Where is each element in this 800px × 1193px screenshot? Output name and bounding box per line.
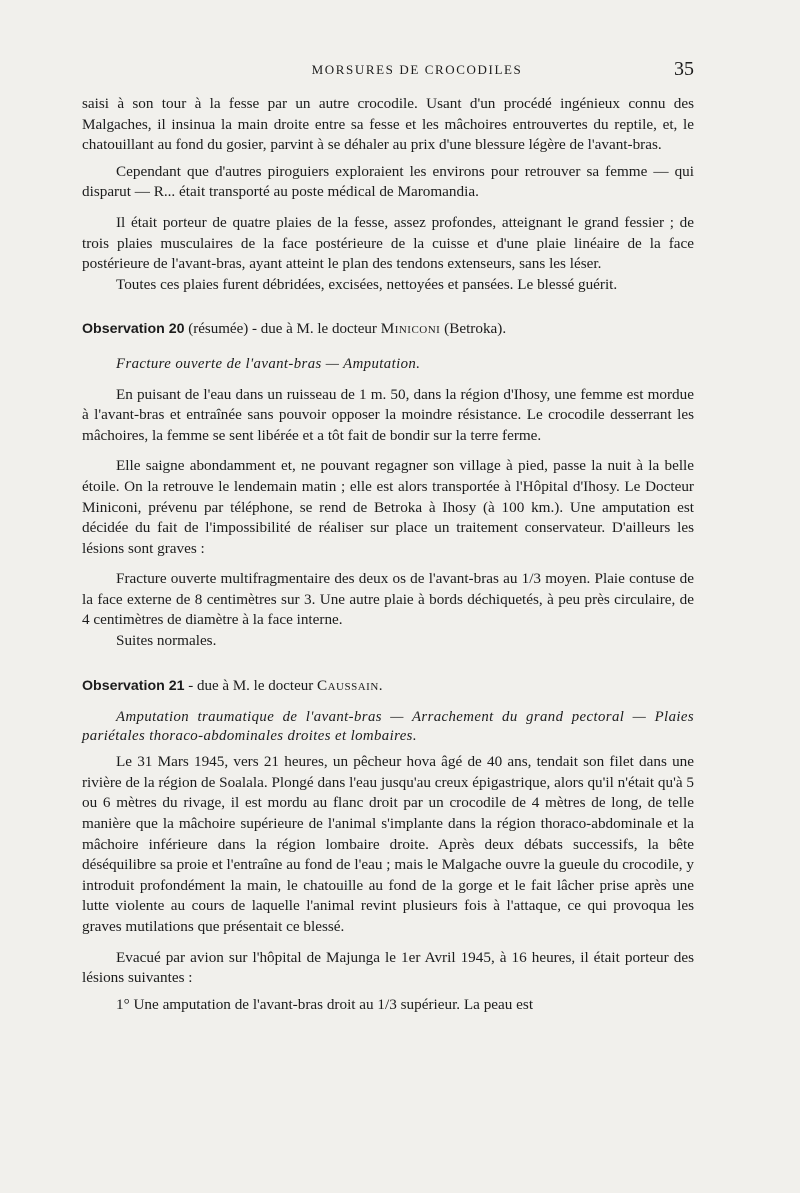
observation-description: (résumée) - due à M. le docteur [184, 321, 381, 338]
observation-heading [82, 676, 694, 697]
observation-label: Observation 21 [82, 677, 185, 694]
paragraph: Cependant que d'autres piroguiers exploraient les environs pour retrouver sa femme — qui disparut — R... était transporté au poste médical de Maromandia. [82, 162, 694, 201]
observation-location: (Betroka). [440, 320, 507, 338]
paragraph: Le 31 Mars 1945, vers 21 heures, un pêcheur hova âgé de 40 ans, tendait son filet dans une rivière de la région de Soalala. Plongé dans l'eau jusqu'au creux épigastrique, alors qu'il n'était qu'à 5 ou 6 mètres du rivage, il est mordu au flanc droit par un crocodile de 4 mètres de long, de telle manière que la mâchoire supérieure de l'animal s'implante dans la région thoraco-abdominale et la mâchoire inférieure dans la région lombaire droite. Après deux débats successifs, la bête déséquilibre sa proie et l'entraîne au fond de l'eau ; mais le Malgache ouvre la gueule du crocodile, y introduit profondément la main, le chatouille au fond de la gorge et le fait lâcher prise après une lutte violente au cours de laquelle l'animal revint plusieurs fois à l'attaque, ce qui provoqua les graves mutilations que présentait ce blessé. [82, 753, 694, 935]
observation-punctuation: . [378, 676, 383, 694]
observation-heading [82, 319, 694, 340]
page-header [80, 60, 694, 82]
paragraph: Toutes ces plaies furent débridées, excisées, nettoyées et pansées. Le blessé guérit. [116, 275, 618, 293]
observation-subtitle: Amputation traumatique de l'avant-bras — Arrachement du grand pectoral — Plaies pariétales thoraco-abdominales droites et lombaires. [82, 709, 694, 745]
page-number: 35 [674, 58, 694, 80]
paragraph: Elle saigne abondamment et, ne pouvant regagner son village à pied, passe la nuit à la belle étoile. On la retrouve le lendemain matin ; elle est alors transportée à l'Hôpital d'Ihosy. Le Docteur Miniconi, prévenu par téléphone, se rend de Betroka à Ihosy (à 100 km.). Une amputation est décidée du fait de l'impossibilité de réaliser sur place un traitement conservateur. D'ailleurs les lésions sont graves : [82, 457, 694, 557]
paragraph: Evacué par avion sur l'hôpital de Majunga le 1er Avril 1945, à 16 heures, il était porteur des lésions suivantes : [82, 948, 694, 987]
paragraph: 1° Une amputation de l'avant-bras droit au 1/3 supérieur. La peau est [116, 995, 534, 1013]
running-title: MORSURES DE CROCODILES [311, 62, 523, 77]
paragraph: saisi à son tour à la fesse par un autre crocodile. Usant d'un procédé ingénieux connu des Malgaches, il insinua la main droite entre sa fesse et les mâchoires entrouvertes du reptile, et, le chatouillant au fond du gosier, parvint à se déhaler au prix d'une blessure légère de l'avant-bras. [82, 95, 694, 154]
doctor-name: Miniconi [380, 320, 441, 338]
paragraph: Suites normales. [116, 632, 217, 650]
observation-label: Observation 20 [82, 321, 185, 338]
paragraph: Fracture ouverte multifragmentaire des deux os de l'avant-bras au 1/3 moyen. Plaie contuse de la face externe de 8 centimètres sur 3. Une autre plaie à bords déchiquetés, à peu près circulaire, de 4 centimètres de diamètre à la face interne. [82, 570, 694, 629]
observation-description: - due à M. le docteur [184, 677, 317, 694]
paragraph: En puisant de l'eau dans un ruisseau de 1 m. 50, dans la région d'Ihosy, une femme est mordue à l'avant-bras et entraînée sans pouvoir opposer la moindre résistance. Le crocodile desserrant les mâchoires, la femme se sent libérée et a tôt fait de bondir sur la terre ferme. [82, 385, 694, 444]
page-body [82, 94, 694, 1015]
paragraph: Il était porteur de quatre plaies de la fesse, assez profondes, atteignant le grand fessier ; de trois plaies musculaires de la face postérieure de la cuisse et d'une plaie linéaire de la face postérieure de l'avant-bras, ayant atteint le plan des tendons extenseurs, sans les léser. [82, 213, 694, 273]
observation-subtitle: Fracture ouverte de l'avant-bras — Amputation. [116, 355, 421, 372]
doctor-name: Caussain [316, 676, 379, 694]
